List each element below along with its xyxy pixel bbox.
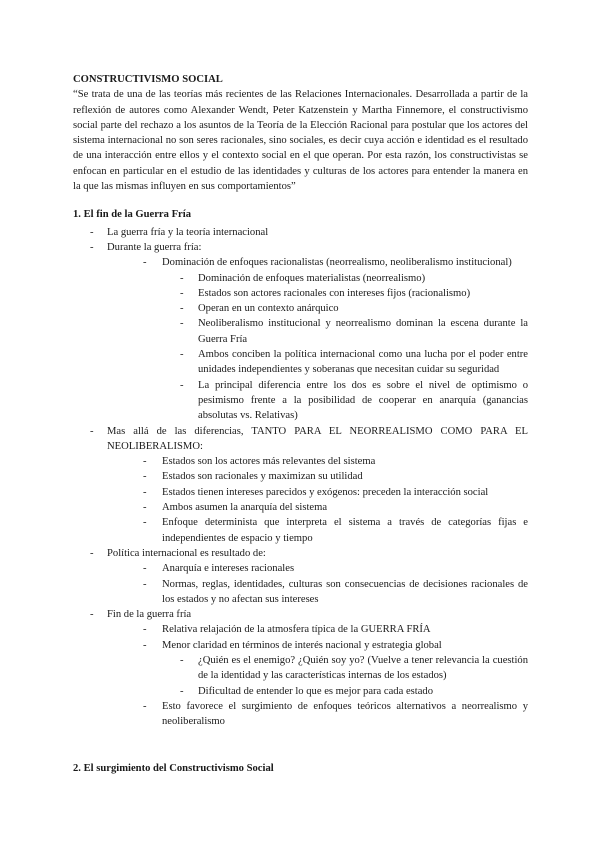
section-heading-2: 2. El surgimiento del Constructivismo Social (73, 763, 274, 775)
sublist (107, 561, 528, 607)
sublist (162, 271, 528, 424)
list-item: - Neoliberalismo institucional y neorrealismo dominan la escena durante la Guerra Fría (180, 316, 528, 347)
list-item: - Anarquía e intereses racionales (143, 561, 528, 576)
document-title: CONSTRUCTIVISMO SOCIAL (73, 74, 223, 85)
list-item: - Estados son racionales y maximizan su utilidad (143, 469, 528, 484)
section-1-list (73, 225, 528, 730)
list-item: - La principal diferencia entre los dos es sobre el nivel de optimismo o pesimismo frente a la posibilidad de cooperar en anarquía (ganancias absolutas vs. Relativas) (180, 378, 528, 424)
list-item: - Dificultad de entender lo que es mejor para cada estado (180, 684, 528, 699)
sublist (107, 454, 528, 546)
list-item-text: Menor claridad en términos de interés nacional y estrategia global (162, 639, 442, 651)
list-item (143, 255, 528, 423)
list-item: - ¿Quién es el enemigo? ¿Quién soy yo? (Vuelve a tener relevancia la cuestión de la identidad y las características internas de los estados) (180, 653, 528, 684)
section-heading-1: 1. El fin de la Guerra Fría (73, 209, 191, 221)
document-page (73, 72, 528, 779)
list-item (73, 424, 528, 546)
list-item: - Estados tienen intereses parecidos y exógenos: preceden la interacción social (143, 485, 528, 500)
sublist (162, 653, 528, 699)
list-item: - Normas, reglas, identidades, culturas son consecuencias de decisiones racionales de los estados y no afectan sus intereses (143, 577, 528, 608)
sublist (107, 622, 528, 729)
list-item (73, 546, 528, 607)
list-item-text: Política internacional es resultado de: (107, 547, 266, 559)
list-item: - Enfoque determinista que interpreta el sistema a través de categorías fijas e independientes de espacio y tiempo (143, 515, 528, 546)
list-item: - Ambos conciben la política internacional como una lucha por el poder entre unidades independientes y soberanas que necesitan cuidar su seguridad (180, 347, 528, 378)
list-item-text: Durante la guerra fría: (107, 241, 202, 253)
list-item: - Ambos asumen la anarquía del sistema (143, 500, 528, 515)
list-item: - Operan en un contexto anárquico (180, 301, 528, 316)
list-item (73, 607, 528, 729)
intro-quote: “Se trata de una de las teorías más recientes de las Relaciones Internacionales. Desarrollada a partir de la reflexión de autores como Alexander Wendt, Peter Katzenstein y Martha Finnemore, el constructivismo social parte del rechazo a los asuntos de la Teoría de la Elección Racional para postular que los actores del sistema internacional no son seres racionales, sino sociales, es decir cuya acción e identidad es el resultado de una interacción entre ellos y el contexto social en el que operan. Por esta razón, los constructivistas se enfocan en particular en el estudio de las identidades y culturas de los actores para entender la manera en la que las mismas influyen en sus comportamientos” (73, 89, 528, 193)
list-item: - Estados son actores racionales con intereses fijos (racionalismo) (180, 286, 528, 301)
list-item: - Dominación de enfoques materialistas (neorrealismo) (180, 271, 528, 286)
list-item-text: Dominación de enfoques racionalistas (neorrealismo, neoliberalismo institucional) (162, 257, 512, 269)
sublist (107, 255, 528, 423)
list-item (73, 240, 528, 424)
list-item-text: Fin de la guerra fría (107, 609, 192, 621)
list-item: - La guerra fría y la teoría internacional (73, 225, 528, 240)
list-item: - Estados son los actores más relevantes del sistema (143, 454, 528, 469)
list-item: - Relativa relajación de la atmosfera típica de la GUERRA FRÍA (143, 622, 528, 637)
list-item: - Esto favorece el surgimiento de enfoques teóricos alternativos a neorrealismo y neoliberalismo (143, 699, 528, 730)
list-item (143, 638, 528, 699)
list-item-text: Mas allá de las diferencias, TANTO PARA EL NEORREALISMO COMO PARA EL NEOLIBERALISMO: (107, 425, 528, 452)
